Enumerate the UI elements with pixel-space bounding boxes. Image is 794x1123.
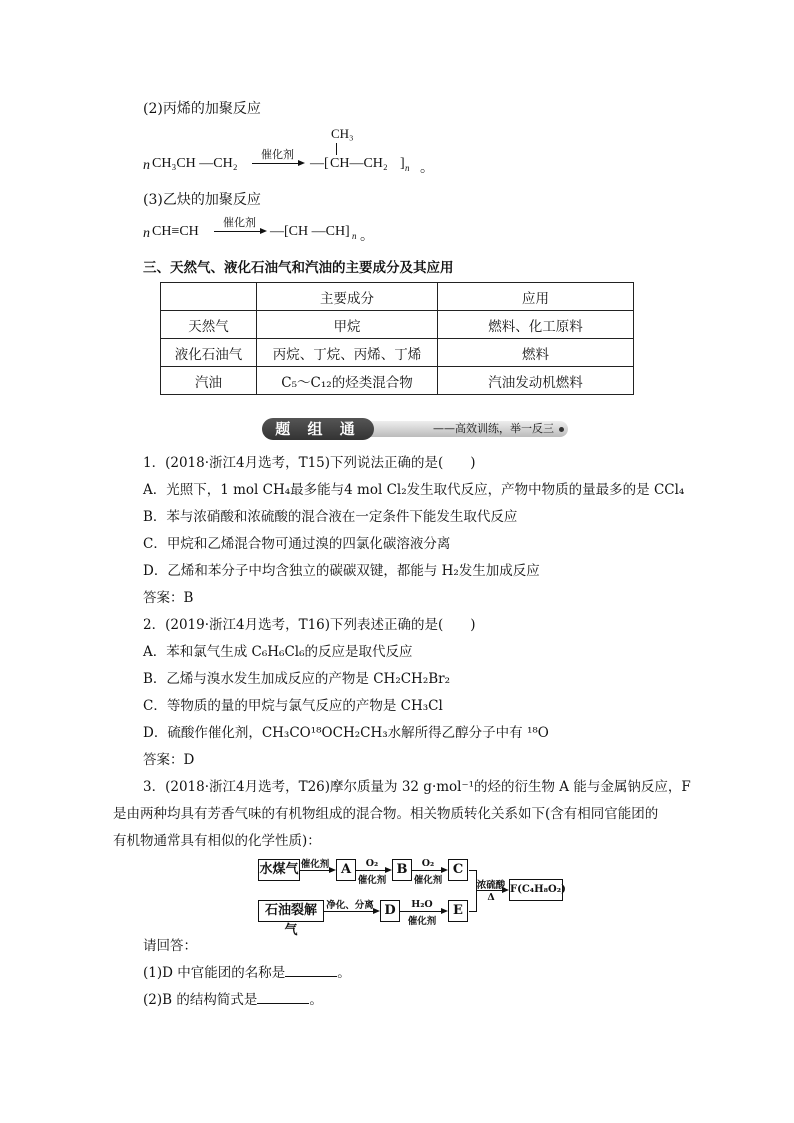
banner-subtitle: ——高效训练，举一反三	[433, 422, 554, 435]
box-c: C	[448, 859, 468, 881]
flow-cat-label: 催化剂	[300, 859, 330, 870]
table-row	[161, 311, 634, 339]
propene-reactant: CH₃CH —CH₂	[152, 156, 238, 171]
water-gas-box: 水煤气	[258, 859, 300, 881]
acetylene-product: —[CH —CH]	[270, 224, 350, 239]
flow-cat-label: 催化剂	[357, 875, 387, 886]
q2-option-b: B．乙烯与溴水发生加成反应的产物是 CH₂CH₂Br₂	[143, 671, 451, 687]
flow-heat-label: Δ	[487, 892, 495, 903]
table-cell: 天然气	[161, 311, 257, 339]
flow-h2so4-label: 浓硫酸	[476, 880, 506, 891]
propene-branch-bond	[336, 143, 337, 155]
table-cell: 液化石油气	[161, 339, 257, 367]
table-cell: 燃料、化工原料	[438, 311, 634, 339]
table-cell: 汽油发动机燃料	[438, 367, 634, 395]
box-e: E	[448, 900, 468, 922]
flow-purify-label: 净化、分离	[326, 900, 374, 911]
propene-coef: n	[143, 158, 150, 173]
box-d: D	[380, 900, 400, 922]
propene-catalyst: 催化剂	[261, 148, 294, 161]
flow-o2-label: O₂	[365, 858, 379, 869]
propene-product-open: —[	[310, 156, 329, 171]
q3-sub1	[143, 961, 351, 981]
table-cell: C₅～C₁₂的烃类混合物	[257, 367, 438, 395]
flow-arrow	[300, 870, 332, 871]
acetylene-heading: (3)乙炔的加聚反应	[143, 192, 261, 208]
section-banner	[262, 418, 568, 460]
table-header-cell: 应用	[438, 283, 634, 311]
table-cell: 丙烷、丁烷、丙烯、丁烯	[257, 339, 438, 367]
q1-option-b: B．苯与浓硝酸和浓硫酸的混合液在一定条件下能发生取代反应	[143, 509, 518, 525]
propene-arrow-head	[298, 160, 305, 166]
acetylene-period: 。	[360, 228, 374, 244]
q1-answer: 答案：B	[143, 590, 194, 606]
table-row	[161, 339, 634, 367]
propene-arrow-shaft	[252, 163, 300, 164]
banner-subtitle-strip	[360, 421, 568, 437]
q3-line1: 3．(2018·浙江4月选考，T26)摩尔质量为 32 g·mol⁻¹的烃的衍生物 A 能与金属钠反应，F	[143, 779, 691, 795]
propene-product-body: CH—CH₂	[330, 156, 388, 171]
q2-answer: 答案：D	[143, 752, 195, 768]
acetylene-arrow-head	[260, 228, 267, 234]
q1-stem: 1．(2018·浙江4月选考，T15)下列说法正确的是( )	[143, 455, 476, 471]
q2-option-c: C．等物质的量的甲烷与氯气反应的产物是 CH₃Cl	[143, 698, 443, 714]
table-cell: 燃料	[438, 339, 634, 367]
q2-option-d: D．硫酸作催化剂，CH₃CO¹⁸OCH₂CH₃水解所得乙醇分子中有 ¹⁸O	[143, 725, 549, 741]
flow-arrow	[356, 870, 388, 871]
table-row	[161, 367, 634, 395]
acetylene-n: n	[352, 231, 357, 241]
q3-sub2-end: 。	[309, 992, 323, 1008]
q1-option-c: C．甲烷和乙烯混合物可通过溴的四氯化碳溶液分离	[143, 536, 451, 552]
propene-methyl: CH₃	[331, 126, 354, 141]
cracked-gas-box: 石油裂解气	[258, 900, 324, 922]
q3-line2: 是由两种均具有芳香气味的有机物组成的混合物。相关物质转化关系如下(含有相同官能团的	[113, 806, 659, 822]
q3-sub1-end: 。	[337, 965, 351, 981]
q1-option-d: D．乙烯和苯分子中均含独立的碳碳双键，都能与 H₂发生加成反应	[143, 563, 540, 579]
answer-blank[interactable]	[285, 964, 337, 977]
flow-o2-label: O₂	[421, 858, 435, 869]
q3-sub2	[143, 988, 323, 1008]
table-header-cell	[161, 283, 257, 311]
acetylene-coef: n	[143, 226, 150, 241]
composition-table	[160, 282, 634, 395]
q2-option-a: A．苯和氯气生成 C₆H₆Cl₆的反应是取代反应	[143, 644, 413, 660]
q3-sub1-text: (1)D 中官能团的名称是	[143, 965, 286, 981]
q3-sub2-text: (2)B 的结构简式是	[143, 992, 258, 1008]
propene-product-close: ]	[400, 156, 405, 171]
acetylene-catalyst: 催化剂	[223, 216, 256, 229]
flow-cat-label: 催化剂	[413, 875, 443, 886]
flow-cat-label: 催化剂	[407, 916, 437, 927]
q3-prompt: 请回答：	[143, 938, 197, 954]
table-header-cell: 主要成分	[257, 283, 438, 311]
flow-arrow	[412, 870, 444, 871]
table-cell: 甲烷	[257, 311, 438, 339]
flow-h2o-label: H₂O	[411, 899, 433, 910]
acetylene-arrow-shaft	[214, 231, 262, 232]
propene-n: n	[405, 163, 410, 173]
flow-arrow	[324, 911, 376, 912]
table-header-row	[161, 283, 634, 311]
box-b: B	[392, 859, 412, 881]
table-cell: 汽油	[161, 367, 257, 395]
box-f: F(C₄H₈O₂)	[509, 879, 563, 901]
q2-stem: 2．(2019·浙江4月选考，T16)下列表述正确的是( )	[143, 617, 476, 633]
q1-option-a: A．光照下，1 mol CH₄最多能与4 mol Cl₂发生取代反应，产物中物质的量最多的是 CCl₄	[143, 482, 685, 498]
q3-line3: 有机物通常具有相似的化学性质)：	[113, 833, 321, 849]
banner-title: 题 组 通 关	[262, 418, 374, 440]
banner-dot-icon	[559, 427, 564, 432]
answer-blank[interactable]	[257, 991, 309, 1004]
propene-period: 。	[420, 160, 434, 176]
box-a: A	[336, 859, 356, 881]
propene-heading: (2)丙烯的加聚反应	[143, 101, 261, 117]
flow-arrow	[400, 911, 444, 912]
section3-title: 三、天然气、液化石油气和汽油的主要成分及其应用	[143, 260, 454, 276]
acetylene-reactant: CH≡CH	[152, 224, 199, 239]
